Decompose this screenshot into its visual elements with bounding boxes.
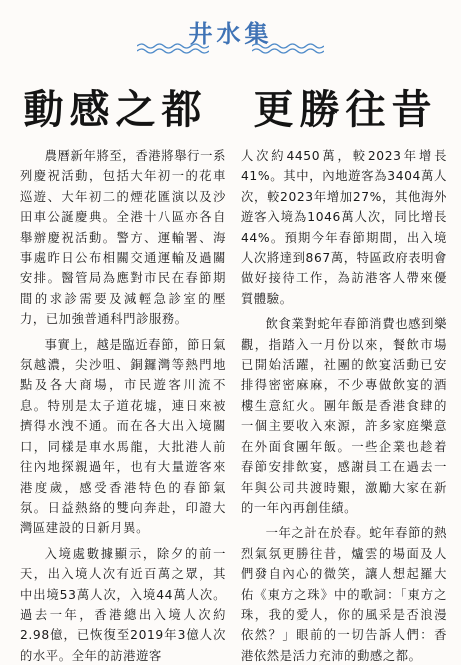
column-name: 井水集 [188,20,273,48]
paragraph-continued: 人次約4450萬，較2023年增長41%。其中，內地遊客為3404萬人次，較2023年增加27%，其他海外遊客入境為1046萬人次，同比增長44%。預期今年春節期間，出入境人次將達到867萬，特區政府表明會做好接待工作，為訪港客人帶來優質體驗。 [241,149,447,306]
paragraph: 入境處數據顯示，除夕的前一天，出入境人次有近百萬之眾，其中出境53萬人次，入境44萬人次。過去一年，香港總出入境人次約2.98億，已恢復至2019年3億人次的水平。全年的訪港遊客 [20,546,226,663]
article-body-left-column [20,146,226,665]
right-wave-ornament [252,42,324,54]
left-wave-ornament [137,42,209,54]
column-header [0,0,461,62]
paragraph: 事實上，越是臨近春節，節日氣氛越濃，尖沙咀、銅鑼灣等熱門地點及各大商場，市民遊客川流不息。特別是太子道花墟，連日來被擠得水洩不通。而在各大出入境關口，同樣是車水馬龍，大批港人前往內地探親過年，也有大量遊客來港度歲，感受香港特色的春節氣氛。日益熱絡的雙向奔赴，印證大灣區建設的日新月異。 [20,337,226,536]
paragraph: 飲食業對蛇年春節消費也感到樂觀，指踏入一月份以來，餐飲市場已開始活躍，社團的飲宴活動已安排得密密麻麻，不少專做飲宴的酒樓生意紅火。團年飯是香港食肆的一個主要收入來源，許多家庭樂意在外面食團年飯。一些企業也趁着春節安排飲宴，感謝員工在過去一年與公司共渡時艱，激勵大家在新的一年內再創佳績。 [241,317,447,515]
article-body-right-column [241,146,447,665]
paragraph: 農曆新年將至，香港將舉行一系列慶祝活動，包括大年初一的花車巡遊、大年初二的煙花匯演以及沙田車公誕慶典。全港十八區亦各自舉辦慶祝活動。警方、運輸署、海事處昨日公布相關交通運輸及過關安排。醫管局為應對市民在春節期間的求診需要及減輕急診室的壓力，已加強普通科門診服務。 [20,149,226,327]
headline: 動感之都 更勝往昔 [23,86,438,133]
paragraph: 一年之計在於春。蛇年春節的熱烈氣氛更勝往昔，爐雲的場面及人們發自內心的微笑，讓人想起羅大佑《東方之珠》中的歌詞：「東方之珠，我的愛人，你的風采是否浪漫依然？」眼前的一切告訴人們：香港依然是活力充沛的動感之都。 [241,526,447,663]
